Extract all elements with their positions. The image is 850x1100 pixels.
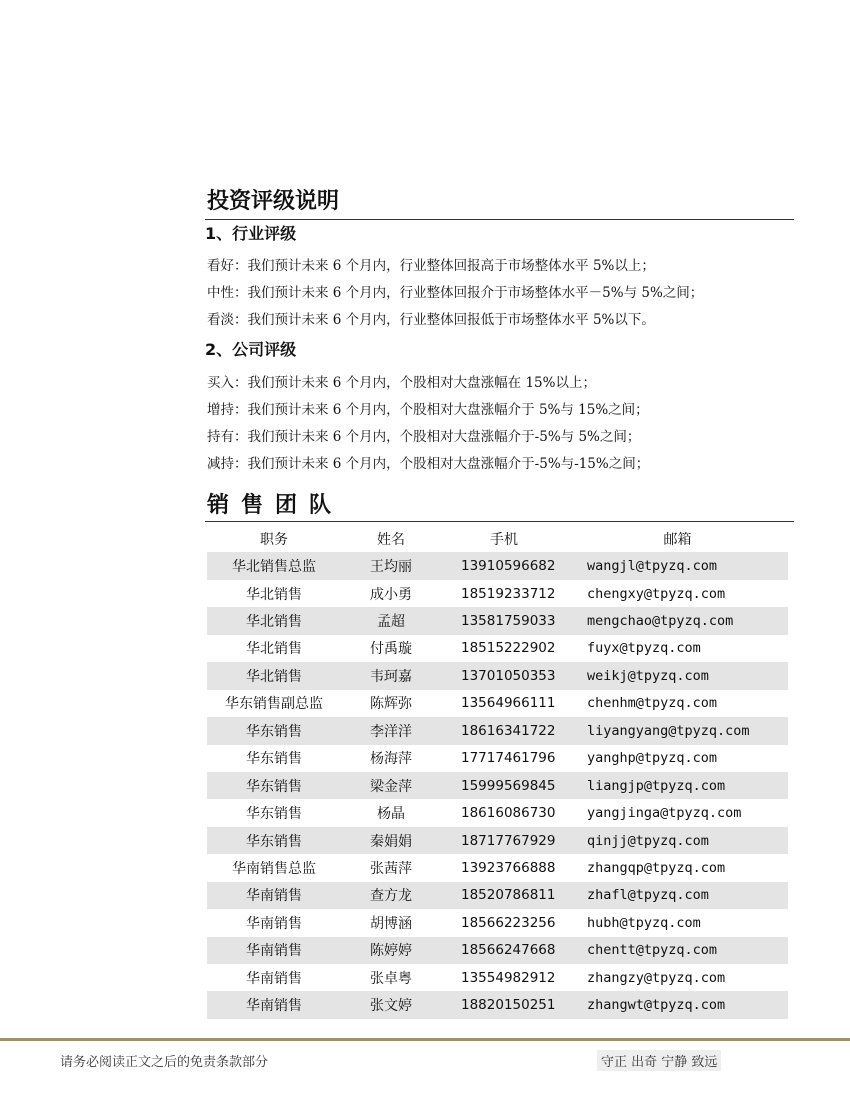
footer-motto: 守正 出奇 宁静 致远 (597, 1050, 721, 1071)
cell-phone: 18717767929 (461, 832, 556, 849)
cell-title: 华北销售 (246, 586, 302, 603)
cell-phone: 13564966111 (461, 695, 556, 712)
cell-title: 华东销售 (246, 751, 302, 768)
section-divider (205, 219, 794, 220)
table-row (207, 799, 788, 826)
cell-phone: 18616341722 (461, 722, 556, 739)
column-header-phone: 手机 (490, 531, 518, 548)
table-row (207, 854, 788, 881)
table-row (207, 745, 788, 772)
industry-rating-title: 1、行业评级 (205, 224, 297, 243)
cell-name: 付禹璇 (370, 641, 412, 658)
cell-phone: 18520786811 (461, 887, 556, 904)
table-row (207, 552, 788, 579)
cell-phone: 18515222902 (461, 640, 556, 657)
cell-phone: 13581759033 (461, 613, 556, 630)
table-row (207, 662, 788, 689)
table-row (207, 772, 788, 799)
industry-rating-line: 中性：我们预计未来 6 个月内，行业整体回报介于市场整体水平－5%与 5%之间； (207, 285, 704, 301)
cell-email: chengxy@tpyzq.com (587, 585, 726, 602)
cell-name: 王均丽 (370, 559, 412, 576)
column-header-title: 职务 (260, 531, 288, 548)
cell-title: 华南销售 (246, 998, 302, 1015)
cell-name: 韦珂嘉 (370, 668, 412, 685)
industry-rating-line: 看好：我们预计未来 6 个月内，行业整体回报高于市场整体水平 5%以上； (207, 258, 655, 274)
sales-team-table (207, 525, 788, 1019)
column-header-email: 邮箱 (663, 531, 692, 548)
cell-name: 梁金萍 (370, 778, 412, 795)
company-rating-line: 减持：我们预计未来 6 个月内，个股相对大盘涨幅介于-5%与-15%之间； (207, 456, 650, 472)
cell-title: 华北销售 (246, 641, 302, 658)
cell-title: 华东销售副总监 (225, 696, 323, 713)
table-header-row (207, 525, 788, 552)
cell-email: qinjj@tpyzq.com (587, 832, 709, 849)
table-row (207, 607, 788, 634)
cell-email: chenhm@tpyzq.com (587, 695, 718, 712)
table-row (207, 580, 788, 607)
company-rating-line: 增持：我们预计未来 6 个月内，个股相对大盘涨幅介于 5%与 15%之间； (207, 402, 649, 418)
investment-rating-title: 投资评级说明 (207, 189, 340, 214)
cell-email: yangjinga@tpyzq.com (587, 805, 742, 822)
cell-name: 李洋洋 (370, 723, 412, 740)
section-divider (205, 521, 794, 522)
cell-phone: 18519233712 (461, 585, 556, 602)
footer-disclaimer: 请务必阅读正文之后的免责条款部分 (60, 1055, 269, 1070)
cell-email: weikj@tpyzq.com (587, 667, 709, 684)
cell-name: 杨海萍 (370, 751, 412, 768)
sales-team-title: 销售团队 (207, 493, 344, 518)
cell-phone: 18820150251 (461, 997, 556, 1014)
cell-name: 张卓粤 (370, 970, 412, 987)
cell-phone: 13701050353 (461, 667, 556, 684)
cell-email: mengchao@tpyzq.com (587, 613, 734, 630)
table-row (207, 909, 788, 936)
cell-name: 胡博涵 (370, 915, 412, 932)
cell-phone: 18566223256 (461, 914, 556, 931)
cell-name: 成小勇 (370, 586, 412, 603)
company-rating-title: 2、公司评级 (205, 340, 297, 359)
cell-email: zhangwt@tpyzq.com (587, 997, 726, 1014)
cell-title: 华南销售总监 (232, 860, 316, 877)
table-row (207, 690, 788, 717)
cell-phone: 15999569845 (461, 777, 556, 794)
cell-title: 华北销售 (246, 614, 302, 631)
cell-name: 陈婷婷 (370, 943, 412, 960)
cell-email: yanghp@tpyzq.com (587, 750, 718, 767)
cell-title: 华南销售 (246, 970, 302, 987)
cell-name: 孟超 (377, 614, 405, 631)
cell-email: zhafl@tpyzq.com (587, 887, 709, 904)
table-row (207, 991, 788, 1018)
company-rating-line: 买入：我们预计未来 6 个月内，个股相对大盘涨幅在 15%以上； (207, 375, 596, 391)
table-row (207, 937, 788, 964)
footer-rule (0, 1038, 850, 1041)
cell-title: 华东销售 (246, 806, 302, 823)
cell-email: zhangqp@tpyzq.com (587, 859, 726, 876)
cell-phone: 13923766888 (461, 859, 556, 876)
table-row (207, 635, 788, 662)
table-body (207, 552, 788, 1018)
cell-name: 秦娟娟 (370, 833, 412, 850)
cell-title: 华北销售总监 (232, 559, 316, 576)
cell-email: liangjp@tpyzq.com (587, 777, 726, 794)
cell-title: 华东销售 (246, 723, 302, 740)
cell-title: 华北销售 (246, 668, 302, 685)
cell-name: 杨晶 (377, 806, 405, 823)
cell-title: 华南销售 (246, 888, 302, 905)
cell-name: 张茜萍 (370, 860, 412, 877)
cell-email: zhangzy@tpyzq.com (587, 969, 726, 986)
cell-title: 华东销售 (246, 778, 302, 795)
cell-email: wangjl@tpyzq.com (587, 558, 718, 575)
cell-name: 查方龙 (370, 888, 412, 905)
cell-email: fuyx@tpyzq.com (587, 640, 701, 657)
industry-rating-line: 看淡：我们预计未来 6 个月内，行业整体回报低于市场整体水平 5%以下。 (207, 312, 655, 328)
cell-phone: 17717461796 (461, 750, 556, 767)
cell-name: 张文婷 (370, 998, 412, 1015)
cell-name: 陈辉弥 (370, 696, 412, 713)
column-header-name: 姓名 (377, 531, 405, 548)
cell-email: chentt@tpyzq.com (587, 942, 718, 959)
cell-title: 华南销售 (246, 943, 302, 960)
company-rating-line: 持有：我们预计未来 6 个月内，个股相对大盘涨幅介于-5%与 5%之间； (207, 429, 641, 445)
table-row (207, 717, 788, 744)
cell-phone: 13554982912 (461, 969, 556, 986)
cell-phone: 18616086730 (461, 805, 556, 822)
cell-title: 华南销售 (246, 915, 302, 932)
table-row (207, 964, 788, 991)
cell-email: hubh@tpyzq.com (587, 914, 701, 931)
cell-title: 华东销售 (246, 833, 302, 850)
cell-phone: 18566247668 (461, 942, 556, 959)
cell-email: liyangyang@tpyzq.com (587, 722, 750, 739)
table-row (207, 827, 788, 854)
table-row (207, 882, 788, 909)
cell-phone: 13910596682 (461, 558, 556, 575)
